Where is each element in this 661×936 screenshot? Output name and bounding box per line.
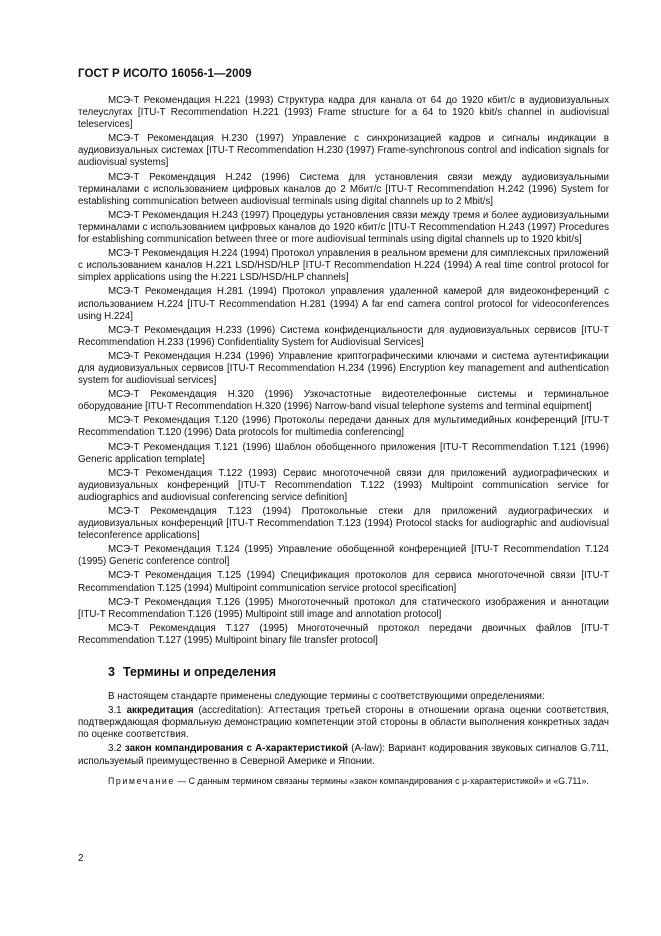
- page-number: 2: [78, 853, 84, 864]
- term-text: (accreditation): Аттестация третьей стороны в отношении органа оценки соответствия, подтверждающая формальную демонстрацию компетенции этой стороны в области выполнения конкретных задач по оценке соответствия.: [78, 705, 609, 741]
- reference-item: МСЭ-Т Рекомендация Н.233 (1996) Система конфиденциальности для аудиовизуальных сервисов [ITU-T Recommendation H.233 (1996) Confidentiality System for Audiovisual Services]: [78, 324, 609, 348]
- section-title: Термины и определения: [122, 665, 277, 680]
- section-number: 3: [108, 665, 115, 680]
- document-header: ГОСТ Р ИСО/ТО 16056-1—2009: [78, 68, 252, 80]
- section-heading: [108, 665, 609, 679]
- reference-item: МСЭ-Т Рекомендация Н.320 (1996) Узкочастотные видеотелефонные системы и терминальное оборудование [ITU-T Recommendation H.320 (1996) Narrow-band visual telephone systems and terminal equipment]: [78, 389, 609, 413]
- term-definition: [78, 705, 609, 741]
- term-number: 3.2: [108, 743, 122, 755]
- reference-item: МСЭ-Т Рекомендация Н.230 (1997) Управление с синхронизацией кадров и сигналы индикации в аудиовизуальных системах [ITU-T Recommendation H.230 (1997) Frame-synchronous control and indication signals for audiovisual systems]: [78, 133, 609, 169]
- term-name: закон компандирования с А-характеристикой: [124, 743, 348, 755]
- reference-item: МСЭ-Т Рекомендация Н.224 (1994) Протокол управления в реальном времени для симплексных приложений с использованием каналов Н.221 LSD/HSD/HLP [ITU-T Recommendation H.224 (1994) A real time control protocol for simplex applications using the H.221 LSD/HSD/HLP channels]: [78, 248, 609, 284]
- note: [78, 776, 609, 787]
- note-text: — С данным термином связаны термины «закон компандирования с μ-характеристикой» и «G.711».: [177, 775, 589, 786]
- reference-item: МСЭ-Т Рекомендация Т.125 (1994) Спецификация протоколов для сервиса многоточечной связи [ITU-T Recommendation T.125 (1994) Multipoint communication service protocol specification]: [78, 570, 609, 594]
- reference-item: МСЭ-Т Рекомендация Н.242 (1996) Система для установления связи между аудиовизуальными терминалами с использованием цифровых каналов до 2 Мбит/с [ITU-T Recommendation H.242 (1996) System for establishing communication between audiovisual terminals using digital channels up to 2 Mbit/s]: [78, 171, 609, 207]
- reference-item: МСЭ-Т Рекомендация Н.234 (1996) Управление криптографическими ключами и система аутентификации для аудиовизуальных сервисов [ITU-T Recommendation H.234 (1996) Encryption key management and authentication system for audiovisual services]: [78, 350, 609, 387]
- reference-item: МСЭ-Т Рекомендация Н.281 (1994) Протокол управления удаленной камерой для видеоконференций с использованием Н.224 [ITU-T Recommendation H.281 (1994) A far end camera control protocol for videoconferences using H.224]: [78, 286, 609, 322]
- term-definition: [78, 743, 609, 767]
- reference-item: МСЭ-Т Рекомендация Т.120 (1996) Протоколы передачи данных для мультимедийных конференций [ITU-T Recommendation T.120 (1996) Data protocols for multimedia conferencing]: [78, 415, 609, 439]
- section-intro: В настоящем стандарте применены следующие термины с соответствующими определениями:: [108, 691, 545, 703]
- term-number: 3.1: [108, 705, 122, 717]
- reference-item: МСЭ-Т Рекомендация Т.123 (1994) Протокольные стеки для приложений аудиографических и аудиовизуальных конференций [ITU-T Recommendation T.123 (1994) Protocol stacks for audiographic and audiovisual teleconference applications]: [78, 506, 609, 542]
- reference-item: МСЭ-Т Рекомендация Т.121 (1996) Шаблон обобщенного приложения [ITU-T Recommendation T.121 (1996) Generic application template]: [78, 441, 609, 465]
- term-name: аккредитация: [126, 705, 194, 717]
- reference-item: МСЭ-Т Рекомендация Т.122 (1993) Сервис многоточечной связи для приложений аудиографических и аудиовизуальных конференций [ITU-T Recommendation T.122 (1993) Multipoint communication service for audiographics and audiovisual conferencing service definition]: [78, 467, 609, 503]
- reference-item: МСЭ-Т Рекомендация Т.124 (1995) Управление обобщенной конференцией [ITU-T Recommendation T.124 (1995) Generic conference control]: [78, 544, 609, 568]
- reference-item: МСЭ-Т Рекомендация Н.243 (1997) Процедуры установления связи между тремя и более аудиовизуальными терминалами с использованием цифровых каналов до 1920 кбит/с [ITU-T Recommendation H.243 (1997) Procedures for establishing communication between three or more audiovisual terminals using digital channels up to 1920 kbit/s]: [78, 209, 609, 246]
- reference-item: МСЭ-Т Рекомендация Н.221 (1993) Структура кадра для канала от 64 до 1920 кбит/с в аудиовизуальных телеуслугах [ITU-T Recommendation H.221 (1993) Frame structure for a 64 to 1920 kbit/s channel in audiovisual teleservices]: [78, 95, 609, 131]
- reference-list: [78, 95, 609, 647]
- reference-item: МСЭ-Т Рекомендация Т.127 (1995) Многоточечный протокол передачи двоичных файлов [ITU-T Recommendation T.127 (1995) Multipoint binary file transfer protocol]: [78, 622, 609, 646]
- note-label: Примечание: [108, 775, 175, 786]
- term-text: (A-law): Вариант кодирования звуковых сигналов G.711, используемый преимущественно в Северной Америке и Японии.: [78, 743, 609, 767]
- reference-item: МСЭ-Т Рекомендация Т.126 (1995) Многоточечный протокол для статического изображения и аннотации [ITU-T Recommendation T.126 (1995) Multipoint still image and annotation protocol]: [78, 596, 609, 620]
